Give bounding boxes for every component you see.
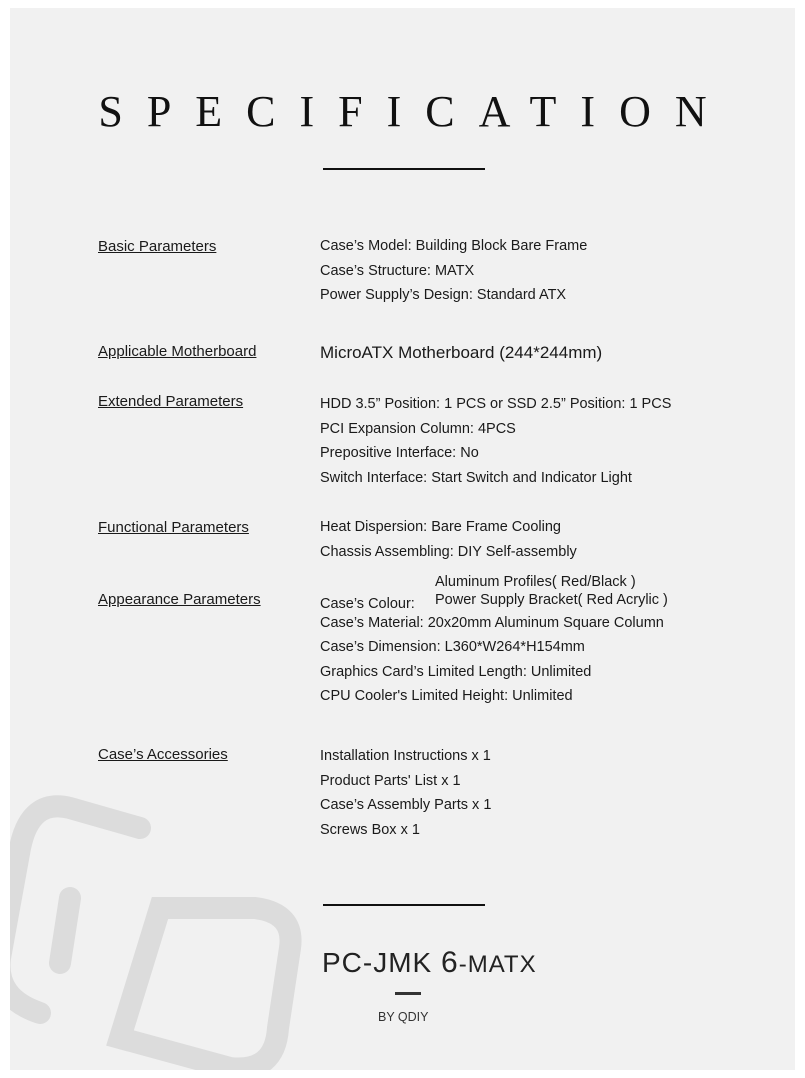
section-basic-values: [320, 234, 587, 308]
colour-values: [435, 573, 668, 609]
section-accessories-values: [320, 744, 491, 842]
spec-line: MicroATX Motherboard (244*244mm): [320, 343, 603, 362]
model-prefix: PC-JMK: [322, 947, 433, 978]
spec-line: Power Supply’s Design: Standard ATX: [320, 287, 567, 303]
section-functional-values: [320, 515, 577, 564]
byline-dash: [395, 992, 421, 995]
colour-value: Power Supply Bracket( Red Acrylic ): [435, 592, 668, 608]
spec-line: Chassis Assembling: DIY Self-assembly: [320, 543, 577, 560]
model-suffix: -MATX: [458, 951, 537, 978]
section-label-motherboard: Applicable Motherboard: [98, 343, 257, 360]
section-label-extended: Extended Parameters: [98, 393, 244, 410]
section-label-appearance: Appearance Parameters: [98, 591, 261, 608]
spec-line: Case’s Dimension: L360*W264*H154mm: [320, 639, 585, 655]
section-extended-values: [320, 392, 671, 490]
spec-line: Case’s Assembly Parts x 1: [320, 797, 492, 813]
section-motherboard-values: [320, 341, 602, 366]
spec-sheet: [10, 8, 795, 1070]
section-label-accessories: Case’s Accessories: [98, 746, 228, 763]
spec-line: Switch Interface: Start Switch and Indicator Light: [320, 469, 632, 486]
section-label-basic: Basic Parameters: [98, 238, 217, 255]
spec-line: Installation Instructions x 1: [320, 748, 491, 764]
spec-line: PCI Expansion Column: 4PCS: [320, 420, 516, 437]
spec-line: CPU Cooler's Limited Height: Unlimited: [320, 688, 573, 704]
page-title: SPECIFICATION: [98, 87, 731, 136]
colour-value: Aluminum Profiles( Red/Black ): [435, 574, 636, 590]
model-number: 6: [441, 946, 459, 979]
model-name: [322, 946, 537, 980]
colour-label: Case’s Colour:: [320, 596, 415, 612]
qd-watermark-logo: [10, 788, 310, 1070]
section-label-functional: Functional Parameters: [98, 519, 249, 536]
spec-line: Heat Dispersion: Bare Frame Cooling: [320, 519, 561, 535]
spec-line: Screws Box x 1: [320, 821, 420, 838]
colour-row: [320, 574, 668, 612]
spec-line: HDD 3.5” Position: 1 PCS or SSD 2.5” Position: 1 PCS: [320, 396, 672, 412]
spec-line: Case’s Structure: MATX: [320, 262, 475, 279]
spec-line: Product Parts' List x 1: [320, 772, 461, 789]
title-divider: [323, 168, 485, 170]
spec-line: Prepositive Interface: No: [320, 445, 479, 461]
model-divider: [323, 904, 485, 906]
spec-line: Case’s Material: 20x20mm Aluminum Square Column: [320, 614, 664, 631]
byline: BY QDIY: [378, 1010, 429, 1024]
section-appearance-values: [320, 574, 668, 709]
spec-line: Graphics Card’s Limited Length: Unlimited: [320, 663, 592, 680]
spec-line: Case’s Model: Building Block Bare Frame: [320, 238, 588, 254]
